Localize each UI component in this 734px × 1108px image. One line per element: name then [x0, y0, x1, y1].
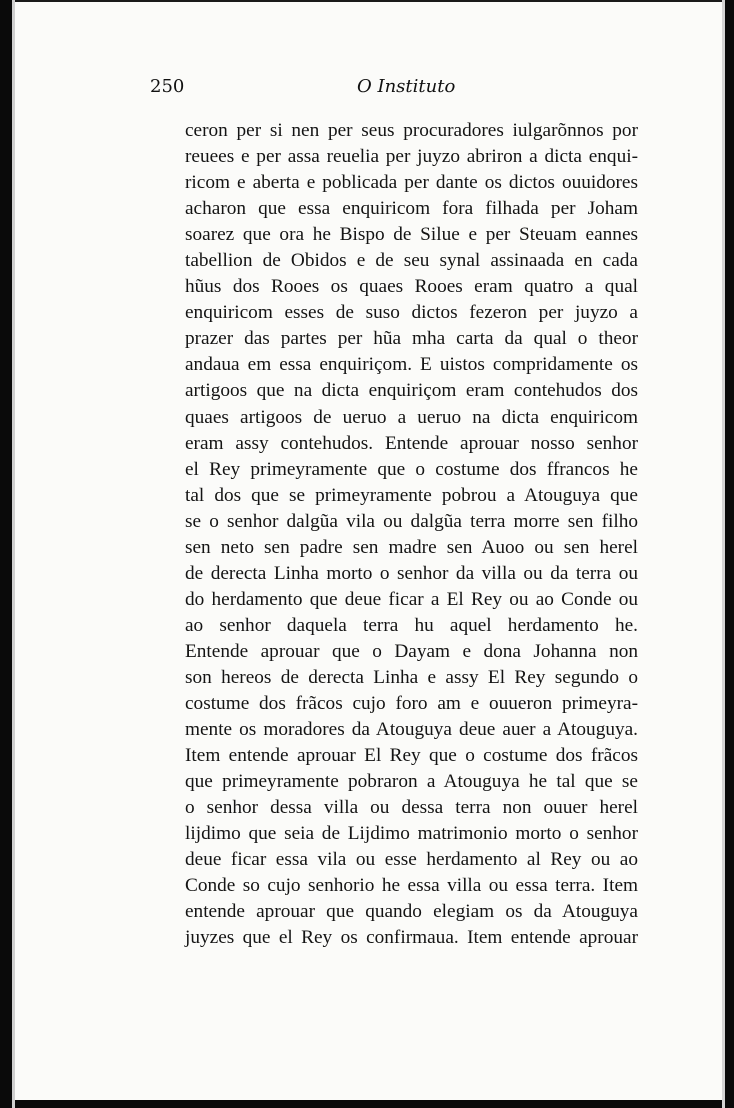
text-line: tal dos que se primeyramente pobrou a Atouguya que [185, 484, 638, 506]
text-line: de derecta Linha morto o senhor da villa ou da terra ou [185, 562, 638, 584]
text-line: entende aprouar que quando elegiam os da Atouguya [185, 901, 638, 923]
text-line: Entende aprouar que o Dayam e dona Johanna non [185, 640, 638, 662]
scan-border-left [0, 0, 12, 1108]
scan-border-right [725, 0, 734, 1108]
text-line: soarez que ora he Bispo de Silue e per Steuam eannes [185, 224, 638, 246]
text-line: acharon que essa enquiricom fora filhada per Joham [185, 198, 638, 220]
text-line: el Rey primeyramente que o costume dos ffrancos he [185, 458, 638, 480]
text-line: deue ficar essa vila ou esse herdamento al Rey ou ao [185, 849, 638, 871]
page-number: 250 [150, 76, 185, 97]
text-line: se o senhor dalgũa vila ou dalgũa terra morre sen filho [185, 510, 638, 532]
text-line: costume dos frãcos cujo foro am e ouueron primeyra- [185, 693, 638, 715]
page-edge-shadow-right [722, 0, 725, 1108]
text-line: artigoos que na dicta enquiriçom eram contehudos dos [185, 380, 638, 402]
text-line: andaua em essa enquiriçom. E uistos compridamente os [185, 354, 638, 376]
body-text [185, 118, 638, 952]
text-line: que primeyramente pobraron a Atouguya he tal que se [185, 771, 638, 793]
text-line: enquiricom esses de suso dictos fezeron per juyzo a [185, 302, 638, 324]
text-line: juyzes que el Rey os confirmaua. Item entende aprouar [185, 927, 638, 949]
text-line: eram assy contehudos. Entende aprouar nosso senhor [185, 432, 638, 454]
text-line: sen neto sen padre sen madre sen Auoo ou sen herel [185, 536, 638, 558]
text-line: reuees e per assa reuelia per juyzo abriron a dicta enqui- [185, 146, 638, 168]
text-line: hũus dos Rooes os quaes Rooes eram quatro a qual [185, 276, 638, 298]
text-line: ricom e aberta e poblicada per dante os dictos ouuidores [185, 172, 638, 194]
text-line: lijdimo que seia de Lijdimo matrimonio morto o senhor [185, 823, 638, 845]
page-header [150, 76, 638, 102]
text-line: do herdamento que deue ficar a El Rey ou ao Conde ou [185, 588, 638, 610]
text-line: son hereos de derecta Linha e assy El Rey segundo o [185, 666, 638, 688]
text-line: ao senhor daquela terra hu aquel herdamento he. [185, 614, 638, 636]
scan-border-top [0, 0, 734, 2]
text-line: mente os moradores da Atouguya deue auer a Atouguya. [185, 719, 638, 741]
text-line: tabellion de Obidos e de seu synal assinaada en cada [185, 250, 638, 272]
text-line: Item entende aprouar El Rey que o costume dos frãcos [185, 745, 638, 767]
text-line: Conde so cujo senhorio he essa villa ou essa terra. Item [185, 875, 638, 897]
running-title: O Instituto [357, 76, 456, 97]
text-line: prazer das partes per hũa mha carta da qual o theor [185, 328, 638, 350]
text-line: quaes artigoos de ueruo a ueruo na dicta enquiricom [185, 406, 638, 428]
scan-border-bottom [0, 1100, 734, 1108]
page-edge-shadow-left [12, 0, 15, 1108]
text-line: o senhor dessa villa ou dessa terra non ouuer herel [185, 797, 638, 819]
text-line: ceron per si nen per seus procuradores iulgarõnnos por [185, 120, 638, 141]
